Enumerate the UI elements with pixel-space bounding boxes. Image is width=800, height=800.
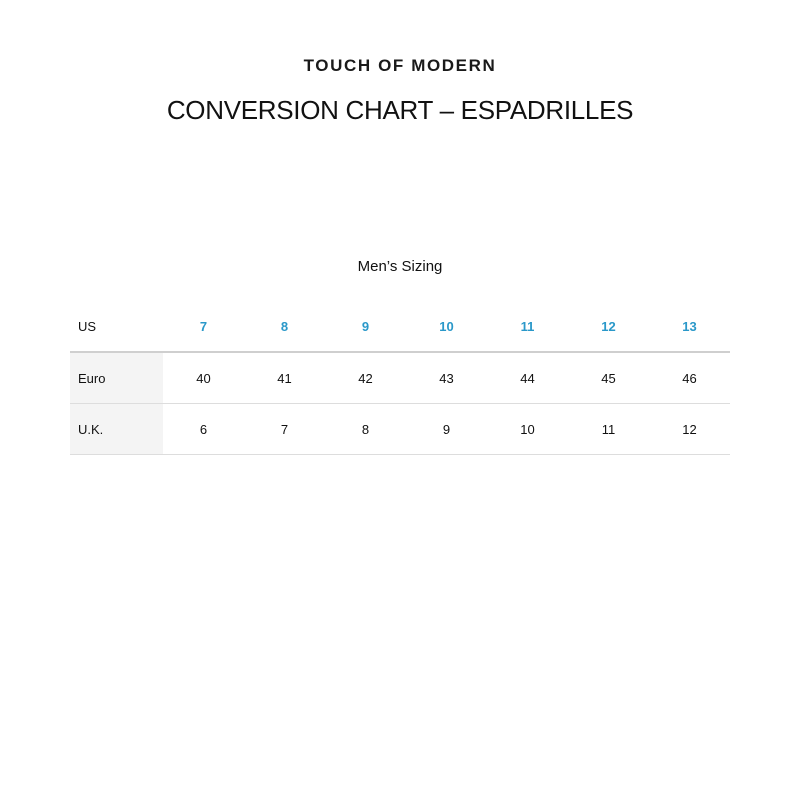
table-row-euro — [70, 353, 730, 404]
table-cell: 10 — [520, 421, 535, 437]
table-cell: 9 — [442, 421, 451, 437]
table-cell: 46 — [682, 370, 697, 386]
table-cell: 6 — [199, 421, 208, 437]
table-cell: 42 — [358, 370, 373, 386]
section-title: Men’s Sizing — [357, 258, 443, 275]
header-cell: 13 — [682, 318, 697, 334]
page-title: CONVERSION CHART – ESPADRILLES — [166, 95, 634, 125]
row-label-uk: U.K. — [70, 404, 163, 454]
table-cell: 7 — [280, 421, 289, 437]
table-cell: 43 — [439, 370, 454, 386]
size-conversion-table — [70, 301, 730, 455]
header-cell: 10 — [439, 318, 454, 334]
table-cell: 12 — [682, 421, 697, 437]
header-cell: 7 — [199, 318, 208, 334]
row-label-euro: Euro — [70, 353, 163, 403]
header-cell: 8 — [280, 318, 289, 334]
table-cell: 8 — [361, 421, 370, 437]
table-cell: 11 — [601, 421, 616, 437]
brand-logo: TOUCH OF MODERN — [303, 56, 497, 75]
row-label-us: US — [78, 318, 97, 334]
table-cell: 40 — [196, 370, 211, 386]
table-cell: 44 — [520, 370, 535, 386]
table-header-row — [70, 301, 730, 353]
table-cell: 45 — [601, 370, 616, 386]
header-cell: 11 — [520, 318, 535, 334]
header-cell: 9 — [361, 318, 370, 334]
header-cell: 12 — [601, 318, 616, 334]
table-cell: 41 — [277, 370, 292, 386]
table-row-uk — [70, 404, 730, 455]
